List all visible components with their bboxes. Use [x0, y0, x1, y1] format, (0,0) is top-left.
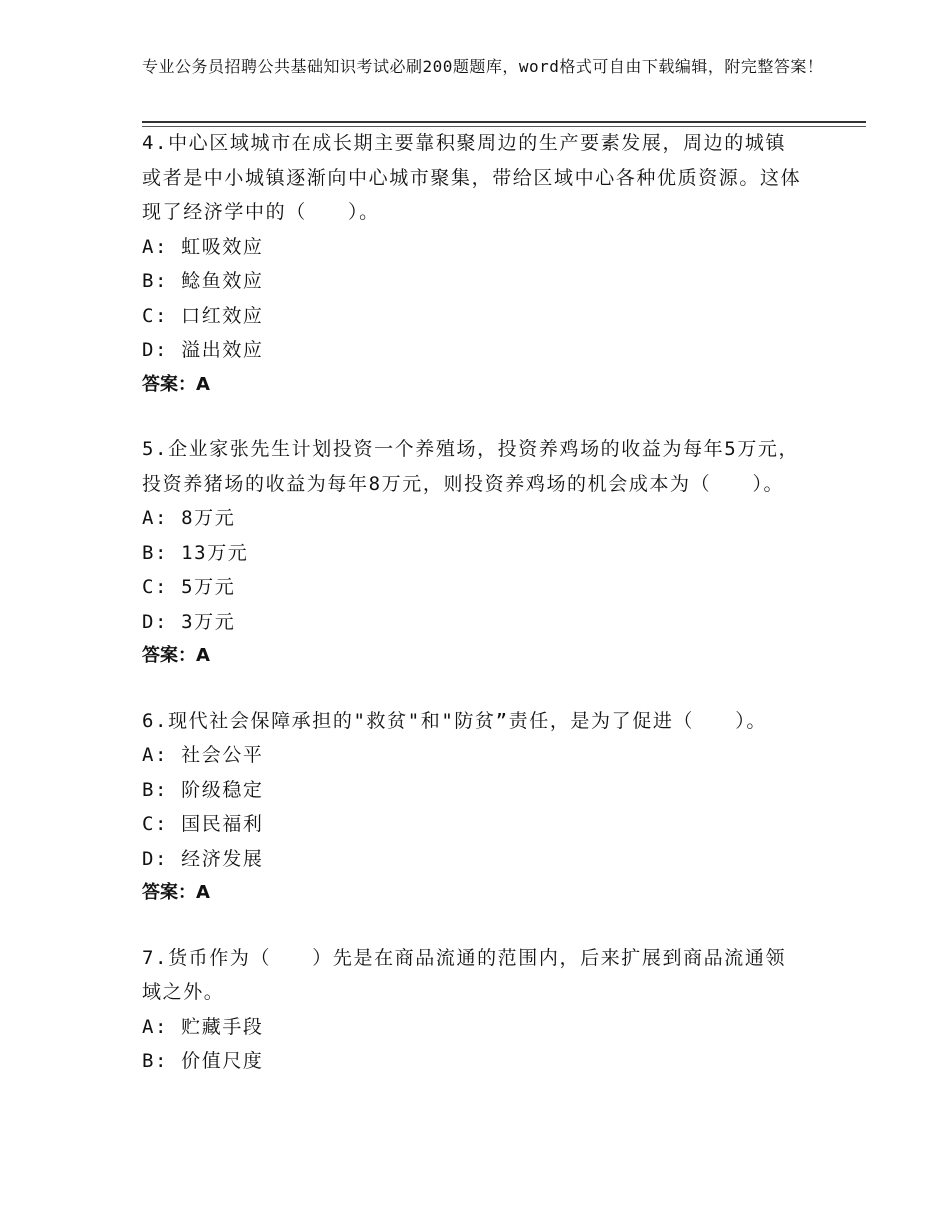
document-header: 专业公务员招聘公共基础知识考试必刷200题题库，word格式可自由下载编辑，附完整答案！ [142, 57, 824, 76]
option-d: D: 经济发展 [142, 847, 264, 870]
option-c: C: 口红效应 [142, 304, 264, 327]
header-divider-thick [142, 121, 866, 123]
answer-line: 答案：A [142, 373, 210, 395]
option-b: B: 阶级稳定 [142, 778, 264, 801]
question-stem: 6.现代社会保障承担的"救贫"和"防贫”责任，是为了促进（ ）。 [142, 709, 767, 732]
question-5 [142, 432, 802, 674]
option-c: C: 国民福利 [142, 813, 264, 835]
option-a: A: 社会公平 [142, 744, 264, 766]
question-stem: 4.中心区域城市在成长期主要靠积聚周边的生产要素发展，周边的城镇或者是中小城镇逐渐向中心城市聚集，带给区域中心各种优质资源。这体现了经济学中的（ ）。 [142, 132, 802, 223]
option-a: A: 8万元 [142, 507, 236, 529]
question-6 [142, 704, 802, 911]
option-a: A: 贮藏手段 [142, 1015, 264, 1038]
answer-line: 答案：A [142, 645, 210, 666]
option-d: D: 3万元 [142, 610, 236, 633]
option-d: D: 溢出效应 [142, 339, 264, 361]
question-7 [142, 941, 802, 1079]
question-stem: 7.货币作为（ ）先是在商品流通的范围内，后来扩展到商品流通领域之外。 [142, 946, 787, 1003]
question-stem: 5.企业家张先生计划投资一个养殖场，投资养鸡场的收益为每年5万元，投资养猪场的收益为每年8万元，则投资养鸡场的机会成本为（ ）。 [142, 438, 800, 495]
option-b: B: 13万元 [142, 541, 249, 564]
answer-line: 答案：A [142, 882, 210, 903]
question-4 [142, 126, 802, 402]
question-list [142, 126, 802, 1109]
option-b: B: 鲶鱼效应 [142, 270, 264, 292]
option-c: C: 5万元 [142, 576, 236, 598]
option-a: A: 虹吸效应 [142, 235, 264, 258]
option-b: B: 价值尺度 [142, 1050, 264, 1072]
